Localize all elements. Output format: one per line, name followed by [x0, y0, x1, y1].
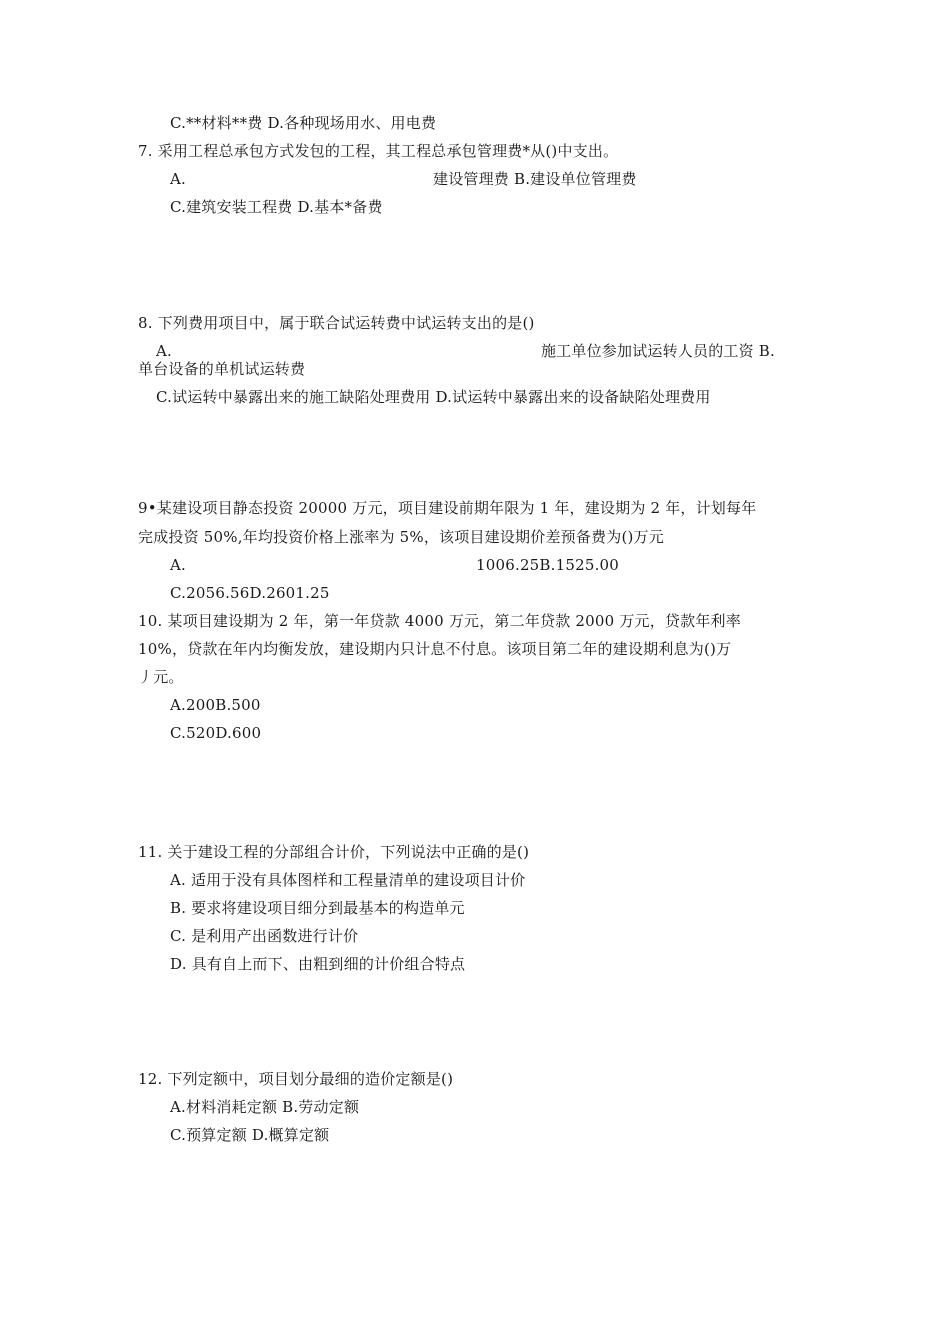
q12-options-ab: A.材料消耗定额 B.劳动定额 — [170, 1098, 360, 1116]
q11-stem: 11. 关于建设工程的分部组合计价，下列说法中正确的是() — [138, 843, 530, 861]
q9-options-cd: C.2056.56D.2601.25 — [170, 584, 330, 602]
q11-option-b: B. 要求将建设项目细分到最基本的构造单元 — [170, 899, 465, 917]
q8-options-cd: C.试运转中暴露出来的施工缺陷处理费用 D.试运转中暴露出来的设备缺陷处理费用 — [156, 388, 711, 406]
q10-stem-line1: 10. 某项目建设期为 2 年，第一年贷款 4000 万元，第二年贷款 2000 万元，贷款年利率 — [138, 612, 741, 630]
q8-option-b-text: 单台设备的单机试运转费 — [138, 360, 306, 378]
q9-option-a-label: A. — [170, 556, 187, 574]
q9-options-ab: 1006.25B.1525.00 — [476, 556, 620, 574]
q12-options-cd: C.预算定额 D.概算定额 — [170, 1126, 330, 1144]
q9-stem-line2: 完成投资 50%,年均投资价格上涨率为 5%，该项目建设期价差预备费为()万元 — [138, 528, 664, 546]
q10-options-cd: C.520D.600 — [170, 724, 262, 742]
q10-options-ab: A.200B.500 — [170, 696, 261, 714]
q8-stem: 8. 下列费用项目中，属于联合试运转费中试运转支出的是() — [138, 314, 535, 332]
q11-option-a: A. 适用于没有具体图样和工程量清单的建设项目计价 — [170, 871, 526, 889]
q7-options-ab: 建设管理费 B.建设单位管理费 — [433, 170, 637, 188]
q7-options-cd: C.建筑安装工程费 D.基本*备费 — [170, 198, 383, 216]
q7-stem: 7. 采用工程总承包方式发包的工程，其工程总承包管理费*从()中支出。 — [138, 142, 619, 160]
q10-stem-line3: 丿元。 — [138, 668, 184, 686]
q9-stem-line1: 9•某建设项目静态投资 20000 万元，项目建设前期年限为 1 年，建设期为 2 年，计划每年 — [138, 499, 757, 517]
q12-stem: 12. 下列定额中，项目划分最细的造价定额是() — [138, 1070, 454, 1088]
q11-option-d: D. 具有自上而下、由粗到细的计价组合特点 — [170, 955, 466, 973]
q7-option-a-label: A. — [170, 170, 187, 188]
q6-options-cd: C.**材料**费 D.各种现场用水、用电费 — [170, 114, 437, 132]
q8-option-a-label: A. — [156, 342, 173, 360]
q8-option-a-text: 施工单位参加试运转人员的工资 B. — [541, 342, 775, 360]
q11-option-c: C. 是利用产出函数进行计价 — [170, 927, 359, 945]
q10-stem-line2: 10%，贷款在年内均衡发放，建设期内只计息不付息。该项目第二年的建设期利息为()万 — [138, 640, 732, 658]
